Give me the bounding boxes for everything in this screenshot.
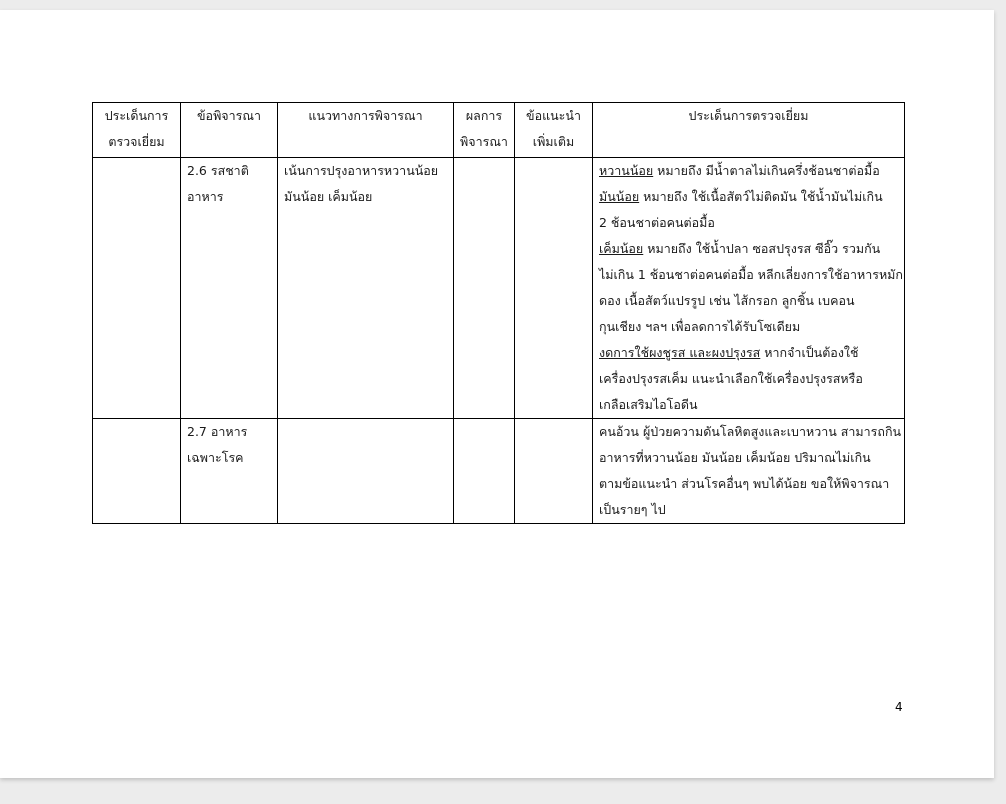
inspection-table [92,102,905,524]
cell-consideration: 2.6 รสชาติ อาหาร [181,158,278,419]
cell-result [454,419,515,524]
cell-details [593,419,905,524]
detail-line: ดอง เนื้อสัตว์แปรรูป เช่น ไส้กรอก ลูกชิ้น เบคอน [599,293,855,308]
cell-result [454,158,515,419]
table-header-row [93,103,905,158]
document-page [0,10,994,778]
cell-guideline [278,419,454,524]
detail-line: คนอ้วน ผู้ป่วยความดันโลหิตสูงและเบาหวาน สามารถกิน [599,424,902,439]
page-number: 4 [895,700,903,714]
table-row [93,158,905,419]
header-details: ประเด็นการตรวจเยี่ยม [593,103,905,158]
detail-line: ตามข้อแนะนำ ส่วนโรคอื่นๆ พบได้น้อย ขอให้พิจารณา [599,476,890,491]
detail-line: อาหารที่หวานน้อย มันน้อย เค็มน้อย ปริมาณไม่เกิน [599,450,871,465]
detail-line: กุนเชียง ฯลฯ เพื่อลดการได้รับโซเดียม [599,319,801,334]
detail-line: ไม่เกิน 1 ช้อนชาต่อคนต่อมื้อ หลีกเลี่ยงการใช้อาหารหมัก [599,267,903,282]
header-suggestion: ข้อแนะนำ เพิ่มเติม [515,103,593,158]
detail-line: เป็นรายๆ ไป [599,502,666,517]
detail-line: 2 ช้อนชาต่อคนต่อมื้อ [599,215,715,230]
cell-suggestion [515,419,593,524]
cell-consideration: 2.7 อาหาร เฉพาะโรค [181,419,278,524]
table-row [93,419,905,524]
cell-suggestion [515,158,593,419]
detail-line: หวานน้อย หมายถึง มีน้ำตาลไม่เกินครึ่งช้อนชาต่อมื้อ [599,163,880,178]
cell-details [593,158,905,419]
detail-line: เครื่องปรุงรสเค็ม แนะนำเลือกใช้เครื่องปรุงรสหรือ [599,371,863,386]
header-topic: ประเด็นการ ตรวจเยี่ยม [93,103,181,158]
detail-line: เค็มน้อย หมายถึง ใช้น้ำปลา ซอสปรุงรส ซีอิ๊ว รวมกัน [599,241,881,256]
header-guideline: แนวทางการพิจารณา [278,103,454,158]
cell-topic [93,158,181,419]
header-consideration: ข้อพิจารณา [181,103,278,158]
header-result: ผลการ พิจารณา [454,103,515,158]
cell-topic [93,419,181,524]
cell-guideline: เน้นการปรุงอาหารหวานน้อย มันน้อย เค็มน้อย [278,158,454,419]
detail-line: งดการใช้ผงชูรส และผงปรุงรส หากจำเป็นต้องใช้ [599,345,859,360]
detail-line: เกลือเสริมไอโอดีน [599,397,698,412]
detail-line: มันน้อย หมายถึง ใช้เนื้อสัตว์ไม่ติดมัน ใช้น้ำมันไม่เกิน [599,189,883,204]
